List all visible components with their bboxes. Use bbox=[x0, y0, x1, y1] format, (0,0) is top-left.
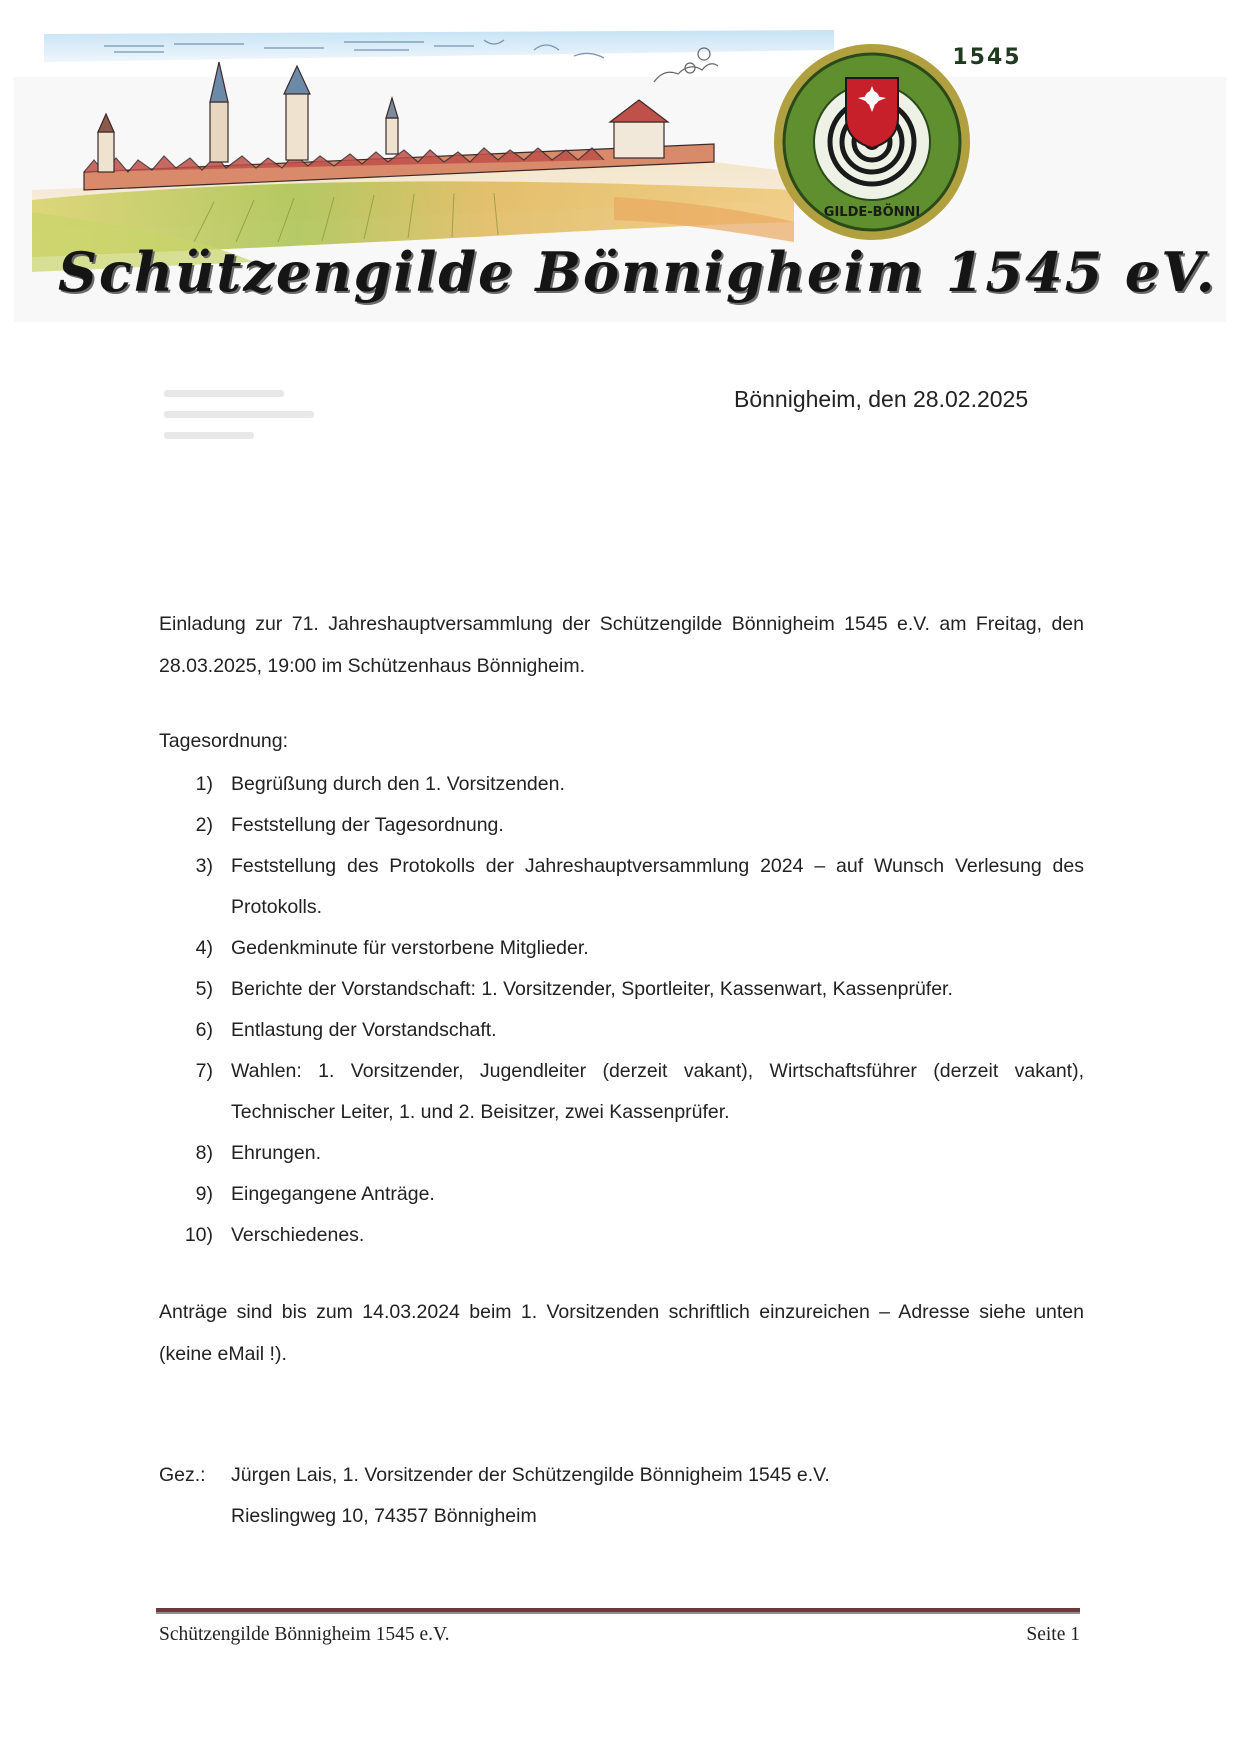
agenda-text: Feststellung des Protokolls der Jahreshauptversammlung 2024 – auf Wunsch Verlesung des Protokolls. bbox=[231, 855, 1084, 918]
invitation-text: Einladung zur 71. Jahreshauptversammlung der Schützengilde Bönnigheim 1545 e.V. am Freitag, den 28.03.2025, 19:00 im Schützenhaus Bönnigheim. bbox=[159, 613, 1084, 677]
sender-address-blurred bbox=[164, 390, 334, 460]
crest-year: 1545 bbox=[952, 45, 1022, 70]
agenda-text: Berichte der Vorstandschaft: 1. Vorsitzender, Sportleiter, Kassenwart, Kassenprüfer. bbox=[231, 978, 953, 1000]
agenda-text: Ehrungen. bbox=[231, 1142, 321, 1164]
submission-note: Anträge sind bis zum 14.03.2024 beim 1. Vorsitzenden schriftlich einzureichen – Adresse siehe unten (keine eMail !). bbox=[159, 1301, 1084, 1365]
agenda-text: Entlastung der Vorstandschaft. bbox=[231, 1019, 497, 1041]
agenda-number: 10) bbox=[184, 1224, 213, 1246]
letterhead bbox=[14, 22, 1226, 322]
agenda-item bbox=[159, 846, 1084, 928]
agenda-number: 8) bbox=[195, 1142, 213, 1164]
agenda-number: 6) bbox=[195, 1019, 213, 1041]
agenda-item bbox=[159, 928, 1084, 969]
agenda-item bbox=[159, 969, 1084, 1010]
signature-address: Rieslingweg 10, 74357 Bönnigheim bbox=[231, 1505, 537, 1527]
page-number: Seite 1 bbox=[1026, 1624, 1080, 1645]
club-title: Schützengilde Bönnigheim 1545 eV. bbox=[58, 240, 1217, 304]
agenda-item bbox=[159, 1174, 1084, 1215]
agenda-number: 3) bbox=[195, 855, 213, 877]
agenda-item bbox=[159, 1133, 1084, 1174]
agenda-text: Verschiedenes. bbox=[231, 1224, 365, 1246]
agenda-text: Gedenkminute für verstorbene Mitglieder. bbox=[231, 937, 589, 959]
agenda-item bbox=[159, 1215, 1084, 1256]
agenda-item bbox=[159, 805, 1084, 846]
agenda-text: Begrüßung durch den 1. Vorsitzenden. bbox=[231, 773, 565, 795]
signature-label: Gez.: bbox=[159, 1464, 206, 1486]
footer-divider bbox=[156, 1608, 1080, 1614]
agenda-number: 2) bbox=[195, 814, 213, 836]
agenda-text: Eingegangene Anträge. bbox=[231, 1183, 435, 1205]
agenda-item bbox=[159, 1051, 1084, 1133]
agenda-text: Wahlen: 1. Vorsitzender, Jugendleiter (derzeit vakant), Wirtschaftsführer (derzeit vakant), Technischer Leiter, 1. und 2. Beisitzer, zwei Kassenprüfer. bbox=[231, 1060, 1084, 1123]
agenda-item bbox=[159, 764, 1084, 805]
date-line: Bönnigheim, den 28.02.2025 bbox=[734, 386, 1029, 412]
agenda-number: 7) bbox=[195, 1060, 213, 1082]
agenda-number: 1) bbox=[195, 773, 213, 795]
agenda-item bbox=[159, 1010, 1084, 1051]
agenda-heading: Tagesordnung: bbox=[159, 730, 289, 752]
agenda-number: 9) bbox=[195, 1183, 213, 1205]
svg-text:GILDE-BÖNNI: GILDE-BÖNNI bbox=[823, 205, 921, 220]
signature-block bbox=[159, 1455, 830, 1537]
signature-name: Jürgen Lais, 1. Vorsitzender der Schützengilde Bönnigheim 1545 e.V. bbox=[231, 1464, 830, 1486]
agenda-number: 4) bbox=[195, 937, 213, 959]
agenda-list bbox=[159, 764, 1084, 1256]
agenda-text: Feststellung der Tagesordnung. bbox=[231, 814, 504, 836]
club-crest bbox=[774, 44, 970, 240]
footer-club-name: Schützengilde Bönnigheim 1545 e.V. bbox=[159, 1624, 450, 1645]
agenda-number: 5) bbox=[195, 978, 213, 1000]
